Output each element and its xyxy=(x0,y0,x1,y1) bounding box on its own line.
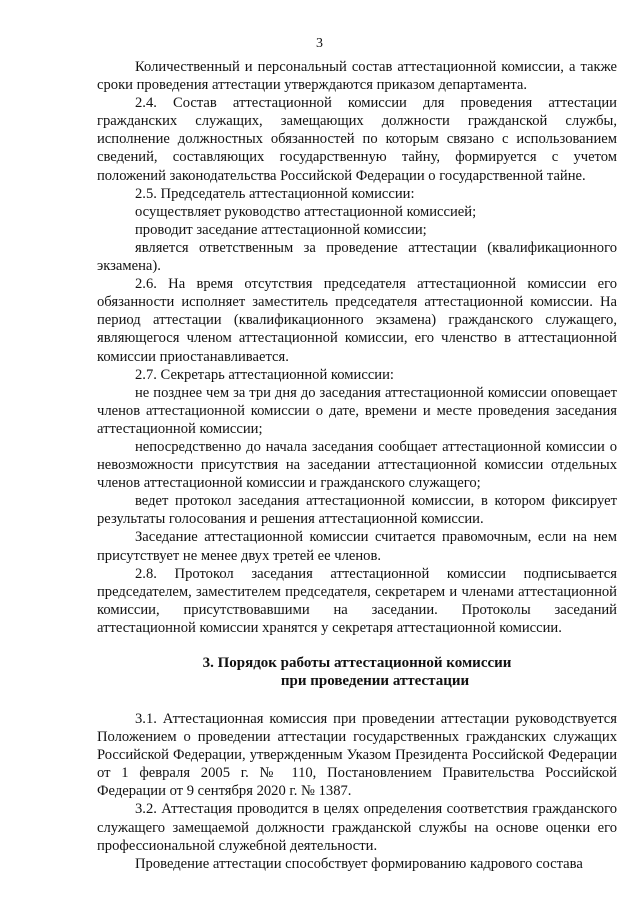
paragraph: 3.1. Аттестационная комиссия при проведении аттестации руководствуется Положением о проведении аттестации государственных гражданских служащих Российской Федерации, утвержденным Указом Президента Российской Федерации от 1 февраля 2005 г. № 110, Постановлением Правительства Российской Федерации от 9 сентября 2020 г. № 1387. xyxy=(97,711,617,800)
paragraph: 2.4. Состав аттестационной комиссии для проведения аттестации гражданских служащих, замещающих должности гражданской службы, исполнение должностных обязанностей по которым связано с использованием сведений, составляющих государственную тайну, формируется с учетом положений законодательства Российской Федерации о государственной тайне. xyxy=(97,95,617,184)
paragraph: Количественный и персональный состав аттестационной комиссии, а также сроки проведения аттестации утверждаются приказом департамента. xyxy=(97,59,617,94)
document-body xyxy=(97,58,617,873)
page-number: 3 xyxy=(316,36,323,51)
paragraph: осуществляет руководство аттестационной комиссией; xyxy=(135,203,477,220)
section-heading xyxy=(97,654,617,690)
paragraph: Заседание аттестационной комиссии считается правомочным, если на нем присутствует не менее двух третей ее членов. xyxy=(97,529,617,564)
paragraph: не позднее чем за три дня до заседания аттестационной комиссии оповещает членов аттестационной комиссии о дате, времени и месте проведения заседания аттестационной комиссии; xyxy=(97,384,617,437)
paragraph: 2.6. На время отсутствия председателя аттестационной комиссии его обязанности исполняет заместитель председателя аттестационной комиссии. На период аттестации (квалификационного экзамена) гражданского служащего, являющегося членом аттестационной комиссии, его членство в аттестационной комиссии приостанавливается. xyxy=(97,276,617,365)
section-heading-line1: 3. Порядок работы аттестационной комиссии xyxy=(202,655,512,671)
section-heading-line2: при проведении аттестации xyxy=(280,673,470,689)
paragraph: является ответственным за проведение аттестации (квалификационного экзамена). xyxy=(97,239,617,275)
paragraph: 3.2. Аттестация проводится в целях определения соответствия гражданского служащего замещаемой должности гражданской службы на основе оценки его профессиональной служебной деятельности. xyxy=(97,801,617,854)
paragraph: непосредственно до начала заседания сообщает аттестационной комиссии о невозможности присутствия на заседании аттестационной комиссии отдельных членов аттестационной комиссии и гражданского служащего; xyxy=(97,438,617,492)
paragraph: 2.5. Председатель аттестационной комиссии: xyxy=(135,185,415,202)
paragraph: Проведение аттестации способствует формированию кадрового состава xyxy=(135,855,583,872)
paragraph: проводит заседание аттестационной комиссии; xyxy=(135,221,427,238)
paragraph: 2.8. Протокол заседания аттестационной комиссии подписывается председателем, заместителем председателя, секретарем и членами аттестационной комиссии, присутствовавшими на заседании. Протоколы заседаний аттестационной комиссии хранятся у секретаря аттестационной комиссии. xyxy=(97,565,617,636)
paragraph: ведет протокол заседания аттестационной комиссии, в котором фиксирует результаты голосования и решения аттестационной комиссии. xyxy=(97,493,617,528)
paragraph: 2.7. Секретарь аттестационной комиссии: xyxy=(135,366,394,383)
